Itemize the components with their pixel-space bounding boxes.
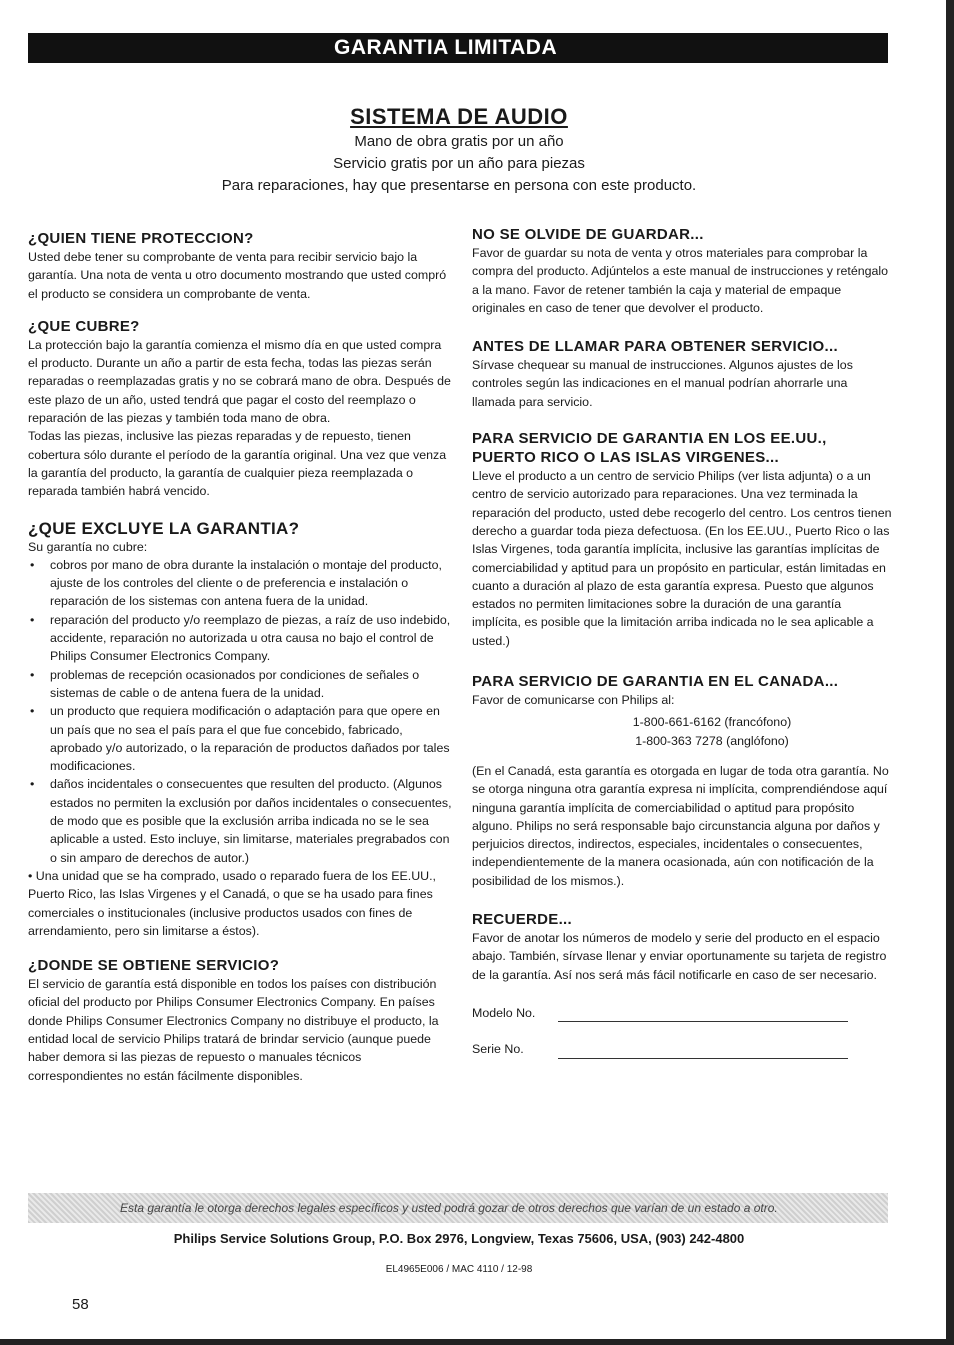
subtitle-line: Para reparaciones, hay que presentarse en persona con este producto. bbox=[221, 177, 697, 194]
section-heading: ¿QUE EXCLUYE LA GARANTIA? bbox=[28, 518, 300, 538]
section-heading: PARA SERVICIO DE GARANTIA EN EL CANADA... bbox=[472, 673, 839, 691]
serial-label: Serie No. bbox=[472, 1042, 524, 1057]
phone-anglophone: 1-800-363 7278 (anglófono) bbox=[635, 733, 789, 748]
right-column bbox=[472, 225, 892, 1059]
section-text: Sírvase chequear su manual de instrucciones. Algunos ajustes de los controles según las indicaciones en el manual podrían ahorrarle una llamada para servicio. bbox=[472, 358, 853, 409]
subtitle-line: Mano de obra gratis por un año bbox=[354, 133, 564, 150]
section-heading: PARA SERVICIO DE GARANTIA EN LOS EE.UU., PUERTO RICO O LAS ISLAS VIRGENES... bbox=[472, 430, 827, 467]
footer-address: Philips Service Solutions Group, P.O. Box 2976, Longview, Texas 75606, USA, (903) 242-4800 bbox=[173, 1231, 745, 1246]
list-item: • problemas de recepción ocasionados por condiciones de señales o sistemas de cable o de antena fuera de la unidad. bbox=[28, 666, 454, 703]
model-field[interactable] bbox=[472, 1004, 892, 1022]
section-text: La protección bajo la garantía comienza el mismo día en que usted compra el producto. Durante un año a partir de esta fecha, todas las piezas serán reparadas o reemplazadas gratis y no se cobrará mano de obra. Después de este plazo de un año, usted tendrá que pagar el costo del reemplazo o reparación de las piezas y también toda mano de obra. bbox=[28, 337, 451, 426]
section-heading: ANTES DE LLAMAR PARA OBTENER SERVICIO... bbox=[472, 338, 838, 356]
section-text: • Una unidad que se ha comprado, usado o reparado fuera de los EE.UU., Puerto Rico, las Islas Virgenes y el Canadá, o que se ha usado para fines comerciales o institucionales (inclusive productos usados con fines de arrendamiento, pero sin limitarse a éstos). bbox=[28, 868, 436, 938]
subtitle-line: Servicio gratis por un año para piezas bbox=[333, 155, 585, 172]
list-item: • reparación del producto y/o reemplazo de piezas, a raíz de uso indebido, accidente, reparación no autorizada u otra causa no bajo el control de Philips Consumer Electronics Company. bbox=[28, 611, 454, 666]
phone-numbers bbox=[532, 713, 892, 750]
section-text: (En el Canadá, esta garantía es otorgada en lugar de toda otra garantía. No se otorga ninguna otra garantía expresa ni implícita, comprendiéndose aquí ninguna garantía implícita de comerciabilidad o aptitud para propósito alguno. Philips no será responsable bajo circunstancia alguna por daños y perjuicios directos, indirectos, especiales, incidentales o consecuentes, independientemente de la manera ocasionada, aún con notificación de la posibilidad de los mismos.). bbox=[472, 763, 889, 888]
section-text: Favor de comunicarse con Philips al: bbox=[472, 693, 675, 708]
page-title: SISTEMA DE AUDIO bbox=[350, 104, 568, 129]
scan-edge-bottom bbox=[0, 1339, 954, 1345]
scan-edge-right bbox=[946, 0, 954, 1345]
section-text: Todas las piezas, inclusive las piezas reparadas y de repuesto, tienen cobertura sólo durante el período de la garantía original. Una vez que venza la garantía del producto, la garantía de cualquier pieza reemplazada o reparada también habrá vencido. bbox=[28, 429, 447, 499]
notice-stripe: Esta garantía le otorga derechos legales específicos y usted podrá gozar de otros derechos que varían de un estado a otro. bbox=[28, 1193, 888, 1223]
section-heading: RECUERDE... bbox=[472, 911, 572, 929]
left-column bbox=[28, 229, 454, 1085]
serial-line[interactable] bbox=[558, 1046, 848, 1059]
section-text: Favor de guardar su nota de venta y otros materiales para comprobar la compra del producto. Adjúntelos a este manual de instrucciones y reténgalo a la mano. Favor de retener también la caja y material de empaque originales en caso de tener que devolver el producto. bbox=[472, 246, 889, 315]
section-heading: ¿DONDE SE OBTIENE SERVICIO? bbox=[28, 957, 280, 975]
model-line[interactable] bbox=[558, 1009, 848, 1022]
section-text: El servicio de garantía está disponible en todos los países con distribución oficial del producto por Philips Consumer Electronics Company. En países donde Philips Consumer Electronics Company no distribuye el producto, la entidad local de servicio Philips tratará de brindar servicio (aunque puede haber demora si las piezas de repuesto o manuales técnicos correspondientes no están fácilmente disponibles. bbox=[28, 977, 439, 1083]
exclusion-list bbox=[28, 556, 454, 867]
section-text: Su garantía no cubre: bbox=[28, 539, 148, 554]
section-text: Lleve el producto a un centro de servicio Philips (ver lista adjunta) o a un centro de servicio autorizado para reparaciones. Una vez terminada la reparación del producto, usted debe recogerlo del centro. Los centros tienen derecho a guardar toda pieza defectuosa. (En los EE.UU., Puerto Rico o las Islas Virgenes, toda garantía implícita, inclusive las garantías implícitas de comerciabilidad y aptitud para un propósito en particular, están limitadas en cuanto a duración al plazo de esta garantía expresa. Puesto que algunos estados no permiten limitaciones sobre la duración de una garantía implícita, es posible que la limitación arriba indicada no le sea aplicable a usted.) bbox=[472, 469, 892, 648]
list-item: • daños incidentales o consecuentes que resulten del producto. (Algunos estados no permiten la exclusión por daños incidentales o consecuentes, de modo que es posible que la exclusión arriba indicada no se le sea aplicable a usted. Esto incluye, sin limitarse, materiales pregrabados con o sin amparo de derechos de autor.) bbox=[28, 775, 454, 866]
phone-francophone: 1-800-661-6162 (francófono) bbox=[632, 715, 792, 730]
section-text: Usted debe tener su comprobante de venta para recibir servicio bajo la garantía. Una nota de venta u otro documento mostrando que usted compró el producto se considera un comprobante de venta. bbox=[28, 250, 447, 301]
document-code: EL4965E006 / MAC 4110 / 12-98 bbox=[385, 1264, 533, 1275]
model-label: Modelo No. bbox=[472, 1005, 536, 1020]
section-heading: NO SE OLVIDE DE GUARDAR... bbox=[472, 226, 704, 243]
list-item: • un producto que requiera modificación o adaptación para que opere en un país que no sea el país para el que fue concebido, fabricado, aprobado y/o autorizado, o la reparación de productos dañados por tales modificaciones. bbox=[28, 702, 454, 775]
serial-field[interactable] bbox=[472, 1040, 892, 1058]
page-number: 58 bbox=[72, 1296, 89, 1313]
banner: GARANTIA LIMITADA bbox=[28, 33, 888, 63]
section-heading: ¿QUE CUBRE? bbox=[28, 317, 140, 335]
subtitles bbox=[0, 131, 918, 197]
list-item: • cobros por mano de obra durante la instalación o montaje del producto, ajuste de los controles del cliente o de preferencia e instalación o reparación de los sistemas con antena fuera de la unidad. bbox=[28, 556, 454, 611]
section-heading: ¿QUIEN TIENE PROTECCION? bbox=[28, 230, 254, 247]
section-text: Favor de anotar los números de modelo y serie del producto en el espacio abajo. También, sírvase llenar y enviar oportunamente su tarjeta de registro de la garantía. Así nos será más fácil notificarle en caso de ser necesario. bbox=[472, 931, 887, 982]
